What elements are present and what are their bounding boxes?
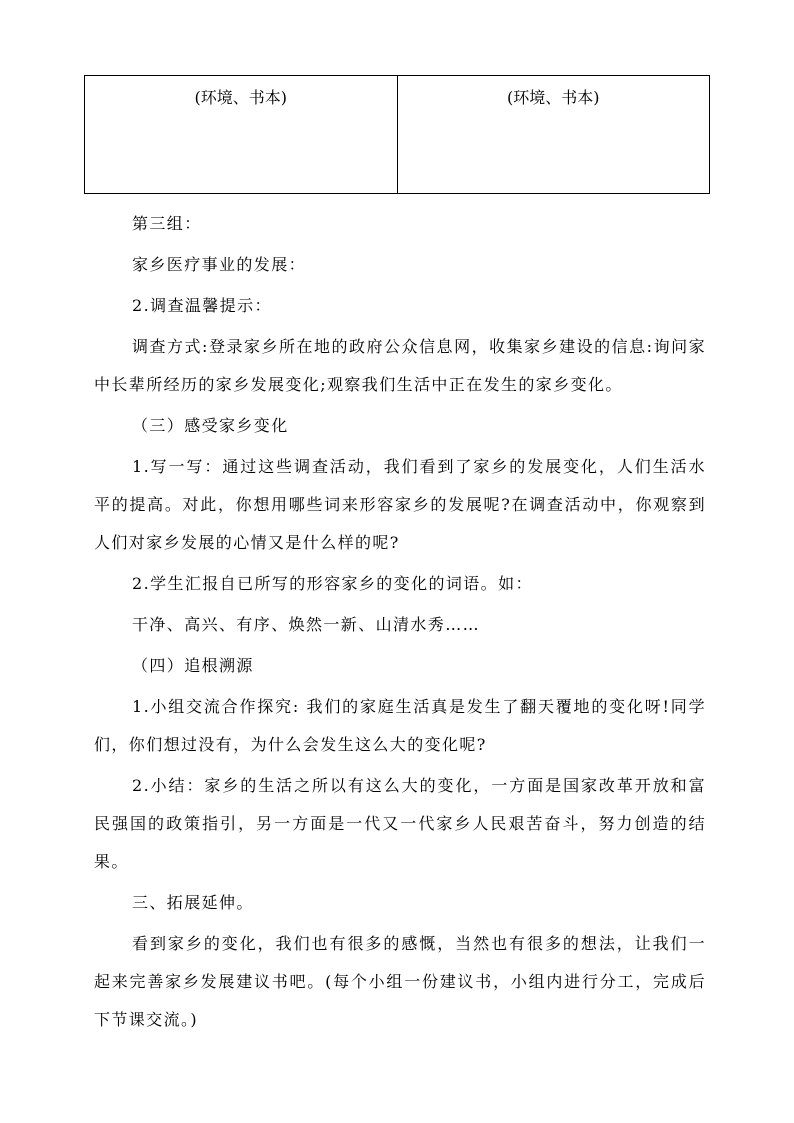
- section-heading-extension: 三、拓展延伸。: [132, 893, 254, 912]
- paragraph-summary: 2.小结：家乡的生活之所以有这么大的变化，一方面是国家改革开放和富民强国的政策指引，另一方面是一代又一代家乡人民艰苦奋斗，努力创造的结果。: [94, 776, 706, 871]
- document-body: [94, 205, 706, 1042]
- results-table: [84, 75, 710, 194]
- paragraph-write-activity: 1.写一写：通过这些调查活动，我们看到了家乡的发展变化，人们生活水平的提高。对此，你想用哪些词来形容家乡的发展呢?在调查活动中，你观察到人们对家乡发展的心情又是什么样的呢?: [94, 457, 706, 552]
- section-heading-feel-changes: （三）感受家乡变化: [132, 416, 289, 435]
- section-heading-trace-roots: （四）追根溯源: [132, 656, 254, 675]
- paragraph-group-three: 第三组：: [132, 214, 202, 233]
- paragraph-survey-method: 调查方式:登录家乡所在地的政府公众信息网，收集家乡建设的信息:询问家中长辈所经历的家乡发展变化;观察我们生活中正在发生的家乡变化。: [94, 337, 706, 394]
- table-cell-left: (环境、书本): [194, 88, 287, 107]
- paragraph-word-examples: 干净、高兴、有序、焕然一新、山清水秀……: [132, 615, 481, 634]
- paragraph-student-report: 2.学生汇报自已所写的形容家乡的变化的词语。如：: [132, 574, 533, 593]
- paragraph-proposal-task: 看到家乡的变化，我们也有很多的感慨，当然也有很多的想法，让我们一起来完善家乡发展建议书吧。(每个小组一份建议书，小组内进行分工，完成后下节课交流。): [94, 934, 706, 1029]
- paragraph-medical-topic: 家乡医疗事业的发展：: [132, 255, 307, 274]
- paragraph-survey-tips-heading: 2.调查温馨提示：: [132, 296, 272, 315]
- table-cell-right: (环境、书本): [397, 76, 710, 193]
- paragraph-group-discussion: 1.小组交流合作探究: 我们的家庭生活真是发生了翻天覆地的变化呀!同学们，你们想过没有，为什么会发生这么大的变化呢?: [94, 697, 706, 754]
